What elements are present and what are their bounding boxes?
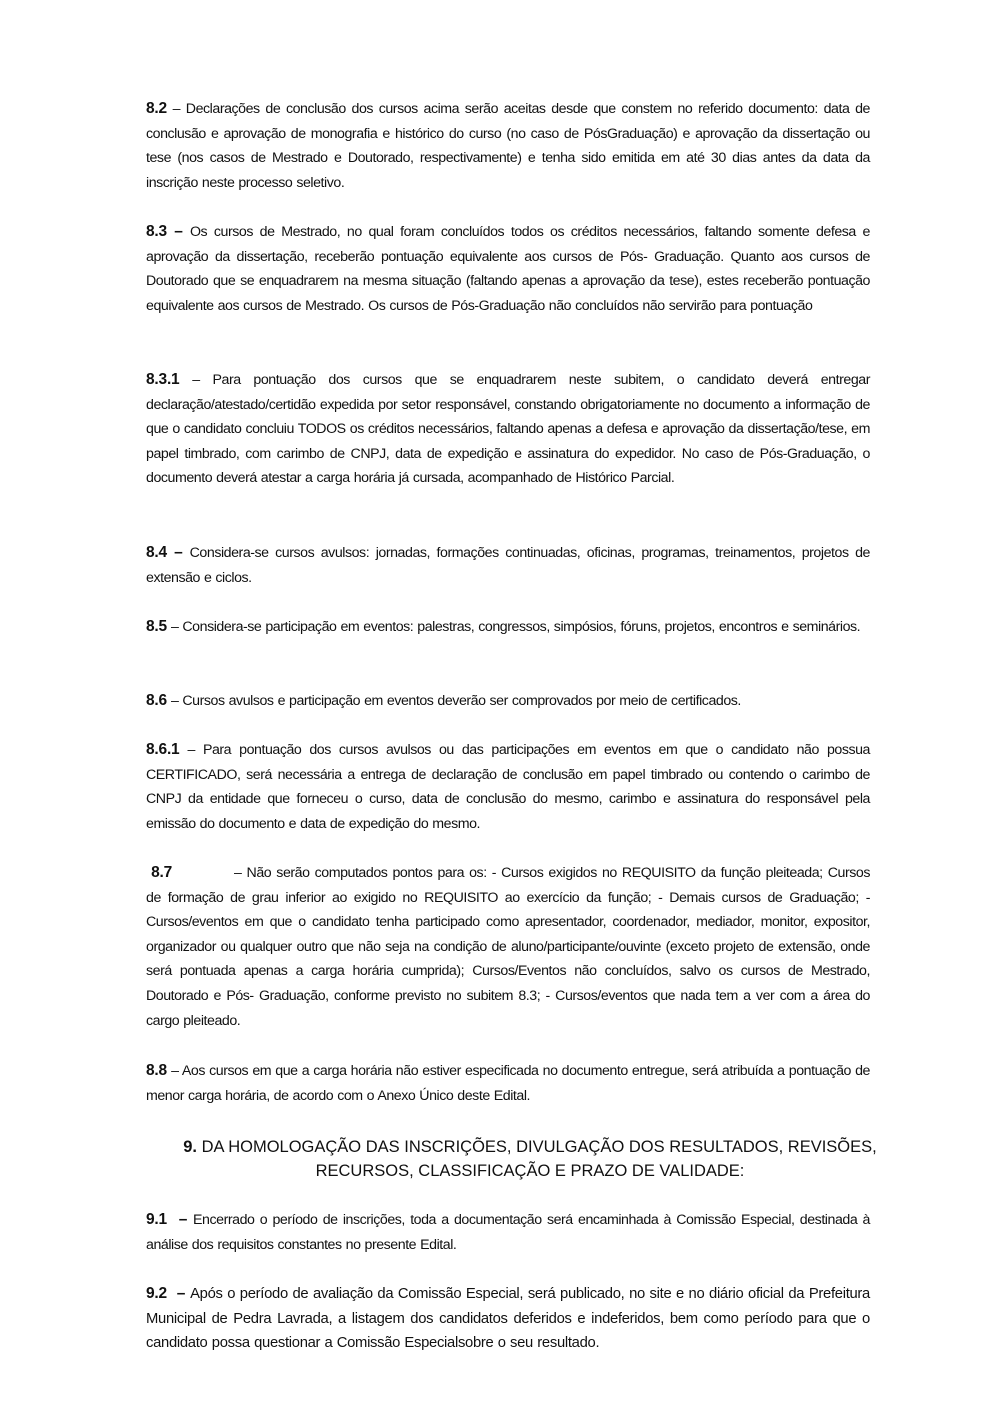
- section-8-8: 8.8 – Aos cursos em que a carga horária não estiver especificada no documento entregue, será atribuída a pontuação de menor carga horária, de acordo com o Anexo Único deste Edital.: [146, 1062, 870, 1104]
- section-8-5: 8.5 – Considera-se participação em eventos: palestras, congressos, simpósios, fóruns, projetos, encontros e seminários.: [146, 618, 861, 635]
- section-9-heading: [160, 1135, 900, 1183]
- section-9-1: 9.1 – Encerrado o período de inscrições, toda a documentação será encaminhada à Comissão Especial, destinada à análise dos requisitos constantes no presente Edital.: [146, 1211, 870, 1253]
- section-8-6-1: 8.6.1 – Para pontuação dos cursos avulsos ou das participações em eventos em que o candidato não possua CERTIFICADO, será necessária a entrega de declaração de conclusão em papel timbrado ou contendo o carimbo de CNPJ da entidade que forneceu o curso, data de conclusão do mesmo, carimbo e assinatura do responsável pela emissão do documento e data de expedição do mesmo.: [146, 741, 870, 832]
- section-9-2: 9.2 – Após o período de avaliação da Comissão Especial, será publicado, no site e no diário oficial da Prefeitura Municipal de Pedra Lavrada, a listagem dos candidatos deferidos e indeferidos, bem como período para que o candidato possa questionar a Comissão Especialsobre o seu resultado.: [146, 1285, 870, 1352]
- section-8-7: 8.7 – Não serão computados pontos para os: - Cursos exigidos no REQUISITO da função pleiteada; Cursos de formação de grau inferior ao exigido no REQUISITO ao exercício da função; - Demais cursos de Graduação; - Cursos/eventos em que o candidato tenha participado como apresentador, coordenador, mediador, monitor, expositor, organizador ou qualquer outro que não seja na condição de aluno/participante/ouvinte (exceto projeto de extensão, onde será pontuada apenas a carga horária cumprida); Cursos/Eventos não concluídos, salvo os cursos de Mestrado, Doutorado e Pós- Graduação, conforme previsto no subitem 8.3; - Cursos/eventos que nada tem a ver com a área do cargo pleiteado.: [146, 864, 870, 1029]
- heading-line-1: 9. DA HOMOLOGAÇÃO DAS INSCRIÇÕES, DIVULGAÇÃO DOS RESULTADOS, REVISÕES,: [183, 1138, 877, 1156]
- section-8-2: 8.2 – Declarações de conclusão dos cursos acima serão aceitas desde que constem no referido documento: data de conclusão e aprovação de monografia e histórico do curso (no caso de PósGraduação) e aprovação da dissertação ou tese (nos casos de Mestrado e Doutorado, respectivamente) e tenha sido emitida em até 30 dias antes da data da inscrição neste processo seletivo.: [146, 100, 870, 191]
- section-8-6: 8.6 – Cursos avulsos e participação em eventos deverão ser comprovados por meio de certificados.: [146, 692, 741, 709]
- section-8-3-1: 8.3.1 – Para pontuação dos cursos que se enquadrarem neste subitem, o candidato deverá entregar declaração/atestado/certidão expedida por setor responsável, constando obrigatoriamente no documento a informação de que o candidato concluiu TODOS os créditos necessários, faltando apenas a defesa e aprovação da dissertação/tese, em papel timbrado, com carimbo de CNPJ, data de expedição e assinatura do expedidor. No caso de Pós-Graduação, o documento deverá atestar a carga horária já cursada, acompanhado de Histórico Parcial.: [146, 371, 870, 487]
- section-8-4: 8.4 – Considera-se cursos avulsos: jornadas, formações continuadas, oficinas, programas, treinamentos, projetos de extensão e ciclos.: [146, 544, 870, 586]
- section-8-3: 8.3 – Os cursos de Mestrado, no qual foram concluídos todos os créditos necessários, faltando somente defesa e aprovação da dissertação, receberão pontuação equivalente aos cursos de Pós- Graduação. Quanto aos cursos de Doutorado que se enquadrarem na mesma situação (faltando apenas a aprovação da tese), estes receberão pontuação equivalente aos cursos de Mestrado. Os cursos de Pós-Graduação não concluídos não servirão para pontuação: [146, 223, 870, 314]
- heading-line-2: RECURSOS, CLASSIFICAÇÃO E PRAZO DE VALIDADE:: [315, 1162, 745, 1180]
